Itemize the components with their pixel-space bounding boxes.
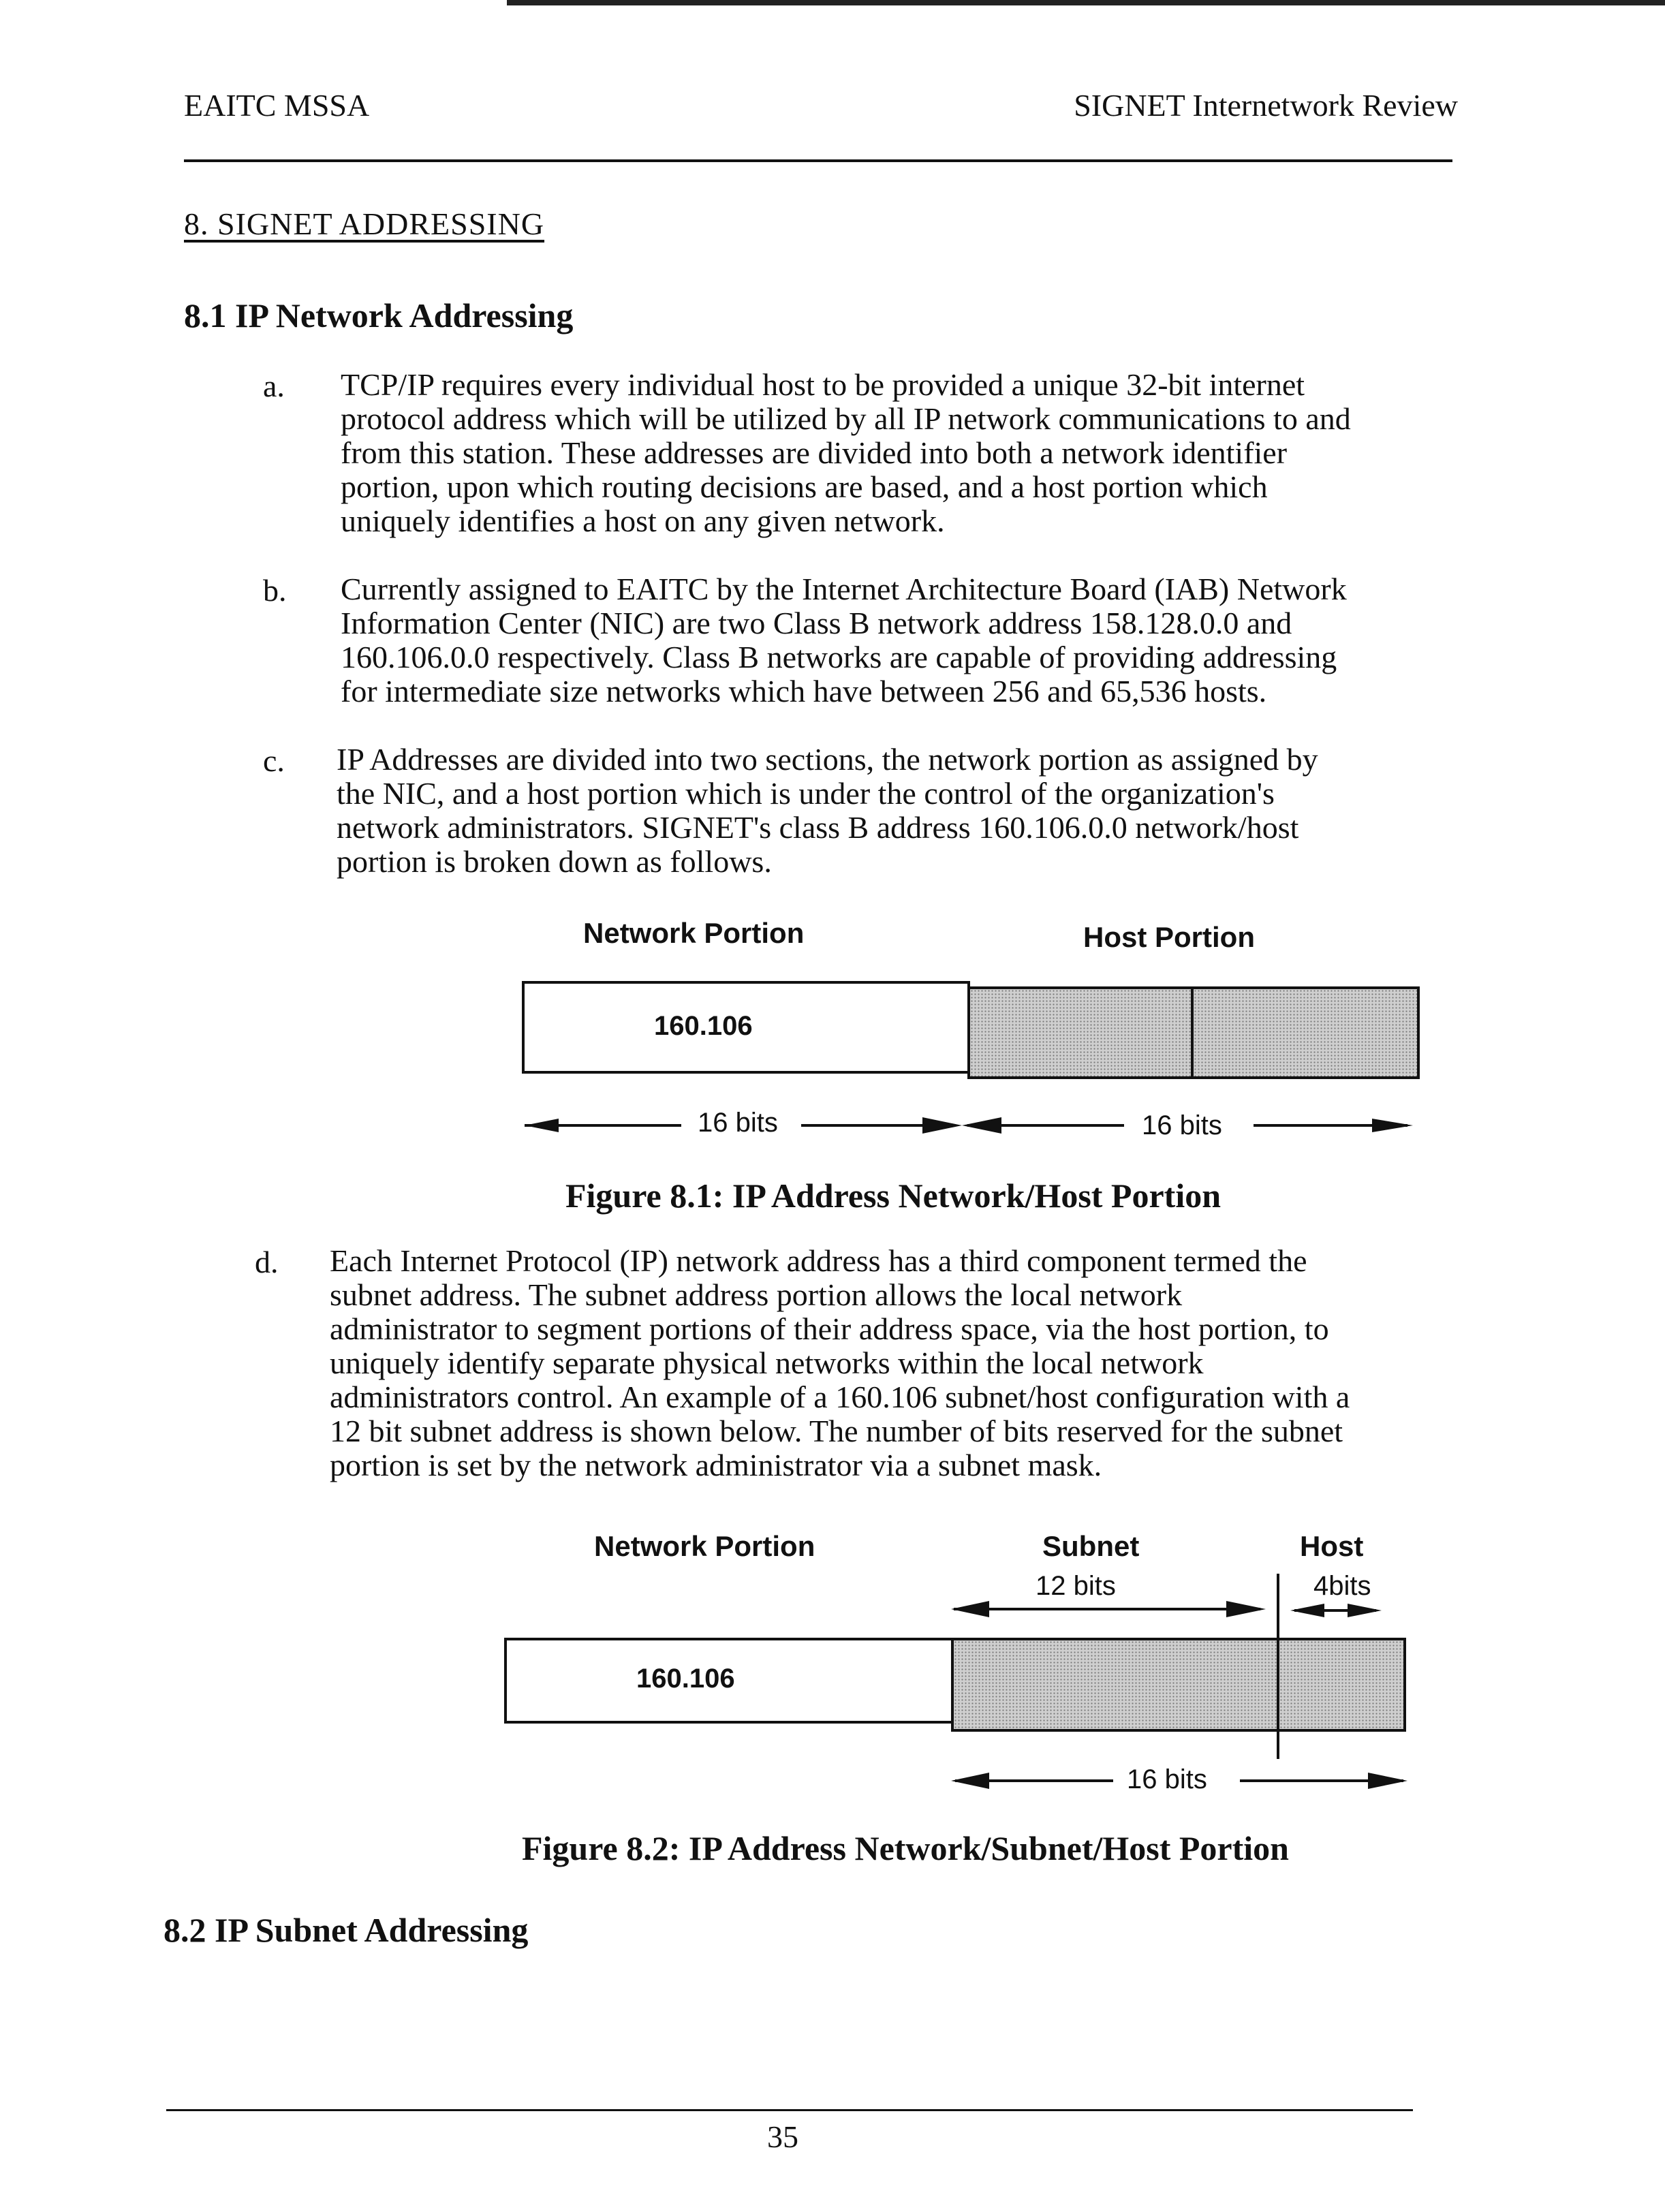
paragraph-a-line: portion, upon which routing decisions are based, and a host portion which	[341, 469, 1268, 504]
subsection-title-2: 8.2 IP Subnet Addressing	[164, 1911, 529, 1949]
fig2-host-bits: 4bits	[1313, 1571, 1371, 1601]
fig1-host-bits: 16 bits	[1142, 1110, 1222, 1140]
paragraph-c-line: the NIC, and a host portion which is under the control of the organization's	[337, 776, 1275, 811]
paragraph-d-line: portion is set by the network administrator via a subnet mask.	[330, 1448, 1102, 1482]
fig2-host-label: Host	[1300, 1530, 1364, 1562]
fig2-network-label: Network Portion	[594, 1530, 815, 1562]
fig2-total-bits: 16 bits	[1127, 1764, 1207, 1794]
fig2-caption: Figure 8.2: IP Address Network/Subnet/Host Portion	[522, 1829, 1289, 1867]
header-left: EAITC MSSA	[184, 88, 370, 123]
item-label-b: b.	[263, 573, 287, 608]
fig1-host-label: Host Portion	[1083, 921, 1255, 953]
paragraph-d-line: uniquely identify separate physical networks within the local network	[330, 1345, 1204, 1380]
paragraph-a-line: uniquely identifies a host on any given network.	[341, 503, 945, 538]
paragraph-c-line: IP Addresses are divided into two sections, the network portion as assigned by	[337, 742, 1318, 777]
fig2-subnet-bits: 12 bits	[1036, 1571, 1116, 1601]
paragraph-c-line: portion is broken down as follows.	[337, 844, 772, 879]
item-label-c: c.	[263, 743, 285, 778]
paragraph-a-line: TCP/IP requires every individual host to be provided a unique 32-bit internet	[341, 367, 1305, 402]
fig2-subnet-arrow	[951, 1601, 1266, 1617]
paragraph-b-line: Information Center (NIC) are two Class B network address 158.128.0.0 and	[341, 606, 1292, 640]
fig1-caption: Figure 8.1: IP Address Network/Host Portion	[565, 1177, 1221, 1215]
page-number: 35	[767, 2119, 798, 2154]
paragraph-d-line: subnet address. The subnet address portion allows the local network	[330, 1277, 1183, 1312]
paragraph-d-line: 12 bit subnet address is shown below. The number of bits reserved for the subnet	[330, 1414, 1343, 1448]
fig1-network-value: 160.106	[654, 1011, 753, 1041]
item-label-a: a.	[263, 369, 285, 403]
paragraph-d-line: administrators control. An example of a 160.106 subnet/host configuration with a	[330, 1380, 1350, 1414]
fig2-host-arrow	[1290, 1604, 1382, 1617]
fig1-network-label: Network Portion	[583, 917, 805, 949]
paragraph-a-line: from this station. These addresses are divided into both a network identifier	[341, 435, 1288, 470]
fig1-network-arrow	[525, 1117, 962, 1134]
subsection-title-1: 8.1 IP Network Addressing	[184, 296, 574, 334]
paragraph-a-line: protocol address which will be utilized by all IP network communications to and	[341, 401, 1351, 436]
paragraph-d-line: Each Internet Protocol (IP) network address has a third component termed the	[330, 1243, 1307, 1278]
fig2-subnet-label: Subnet	[1042, 1530, 1140, 1562]
paragraph-b-line: 160.106.0.0 respectively. Class B networks are capable of providing addressing	[341, 640, 1337, 674]
paragraph-c-line: network administrators. SIGNET's class B address 160.106.0.0 network/host	[337, 810, 1299, 845]
paragraph-b-line: Currently assigned to EAITC by the Internet Architecture Board (IAB) Network	[341, 572, 1347, 606]
paragraph-b-line: for intermediate size networks which have between 256 and 65,536 hosts.	[341, 674, 1267, 708]
fig1-network-bits: 16 bits	[698, 1108, 778, 1138]
fig2-network-value: 160.106	[636, 1664, 735, 1694]
section-title: 8. SIGNET ADDRESSING	[184, 206, 545, 241]
header-right: SIGNET Internetwork Review	[1074, 88, 1458, 123]
item-label-d: d.	[255, 1245, 279, 1279]
paragraph-d-line: administrator to segment portions of their address space, via the host portion, to	[330, 1311, 1329, 1346]
fig2-total-arrow	[951, 1773, 1407, 1789]
fig1-host-arrow	[962, 1117, 1413, 1134]
